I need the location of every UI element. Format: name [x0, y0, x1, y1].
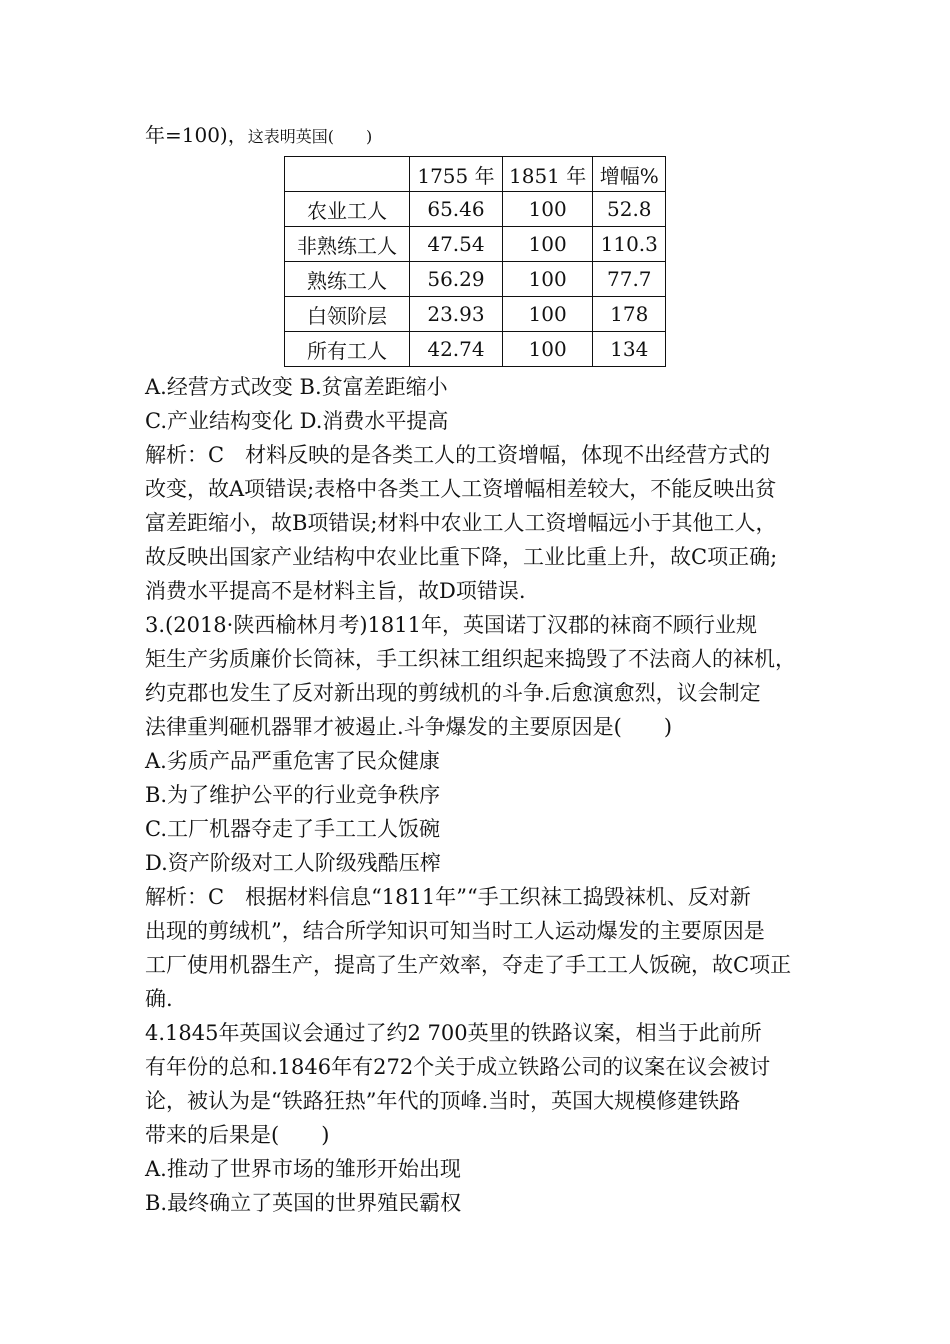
- text-line: 消费水平提高不是材料主旨，故D项错误.: [145, 579, 526, 603]
- text-line: 4.1845年英国议会通过了约2 700英里的铁路议案，相当于此前所: [145, 1021, 762, 1045]
- table-cell: 所有工人: [285, 332, 410, 367]
- table-row: [285, 332, 666, 367]
- document-body: [145, 370, 835, 1220]
- question-intro-line: [145, 118, 825, 152]
- table-cell: 100: [503, 332, 593, 367]
- text-line: A.经营方式改变 B.贫富差距缩小: [145, 375, 448, 399]
- table-cell: 熟练工人: [285, 262, 410, 297]
- text-line: 改变，故A项错误;表格中各类工人工资增幅相差较大，不能反映出贫: [145, 477, 777, 501]
- text-line: 工厂使用机器生产，提高了生产效率，夺走了手工工人饭碗，故C项正: [145, 953, 792, 977]
- table-cell: 100: [503, 192, 593, 227]
- document-page: [145, 118, 825, 152]
- table-header-cell: 1755 年: [410, 157, 503, 192]
- text-line: 解析：C 材料反映的是各类工人的工资增幅，体现不出经营方式的: [145, 443, 771, 467]
- table-header-row: [285, 157, 666, 192]
- table-header-cell: [285, 157, 410, 192]
- table-row: [285, 262, 666, 297]
- text-line: 有年份的总和.1846年有272个关于成立铁路公司的议案在议会被讨: [145, 1055, 771, 1079]
- table-cell: 56.29: [410, 262, 503, 297]
- table-row: [285, 227, 666, 262]
- table-row: [285, 192, 666, 227]
- question-intro-text: 年=100)，: [145, 123, 248, 147]
- table-cell: 非熟练工人: [285, 227, 410, 262]
- text-line: 富差距缩小，故B项错误;材料中农业工人工资增幅远小于其他工人，: [145, 511, 777, 535]
- table-cell: 110.3: [593, 227, 666, 262]
- text-line: 论，被认为是“铁路狂热”年代的顶峰.当时，英国大规模修建铁路: [145, 1089, 741, 1113]
- text-line: 出现的剪绒机”，结合所学知识可知当时工人运动爆发的主要原因是: [145, 919, 765, 943]
- text-line: B.为了维护公平的行业竞争秩序: [145, 783, 441, 807]
- text-line: 3.(2018·陕西榆林月考)1811年，英国诺丁汉郡的袜商不顾行业规: [145, 613, 757, 637]
- table-cell: 52.8: [593, 192, 666, 227]
- text-line: B.最终确立了英国的世界殖民霸权: [145, 1191, 462, 1215]
- text-line: 解析：C 根据材料信息“1811年”“手工织袜工捣毁袜机、反对新: [145, 885, 751, 909]
- table-cell: 23.93: [410, 297, 503, 332]
- text-line: 故反映出国家产业结构中农业比重下降，工业比重上升，故C项正确;: [145, 545, 778, 569]
- table-cell: 100: [503, 297, 593, 332]
- text-line: A.推动了世界市场的雏形开始出现: [145, 1157, 461, 1181]
- table-cell: 77.7: [593, 262, 666, 297]
- question-intro-prompt: 这表明英国( ): [247, 127, 373, 146]
- text-line: 矩生产劣质廉价长筒袜，手工织袜工组织起来捣毁了不法商人的袜机，: [145, 647, 796, 671]
- table-header-cell: 增幅%: [593, 157, 666, 192]
- table-cell: 134: [593, 332, 666, 367]
- table-cell: 100: [503, 227, 593, 262]
- table-cell: 白领阶层: [285, 297, 410, 332]
- text-line: 带来的后果是( ): [145, 1123, 330, 1147]
- text-line: A.劣质产品严重危害了民众健康: [145, 749, 440, 773]
- text-line: D.资产阶级对工人阶级残酷压榨: [145, 851, 441, 875]
- table-header-cell: 1851 年: [503, 157, 593, 192]
- table-cell: 178: [593, 297, 666, 332]
- text-line: C.产业结构变化 D.消费水平提高: [145, 409, 449, 433]
- table-cell: 47.54: [410, 227, 503, 262]
- text-line: 法律重判砸机器罪才被遏止.斗争爆发的主要原因是( ): [145, 715, 673, 739]
- table-cell: 农业工人: [285, 192, 410, 227]
- table-cell: 65.46: [410, 192, 503, 227]
- table-row: [285, 297, 666, 332]
- wage-table: [284, 156, 666, 367]
- text-line: 约克郡也发生了反对新出现的剪绒机的斗争.后愈演愈烈，议会制定: [145, 681, 761, 705]
- text-line: 确.: [145, 987, 173, 1011]
- text-line: C.工厂机器夺走了手工工人饭碗: [145, 817, 440, 841]
- table-cell: 42.74: [410, 332, 503, 367]
- table-cell: 100: [503, 262, 593, 297]
